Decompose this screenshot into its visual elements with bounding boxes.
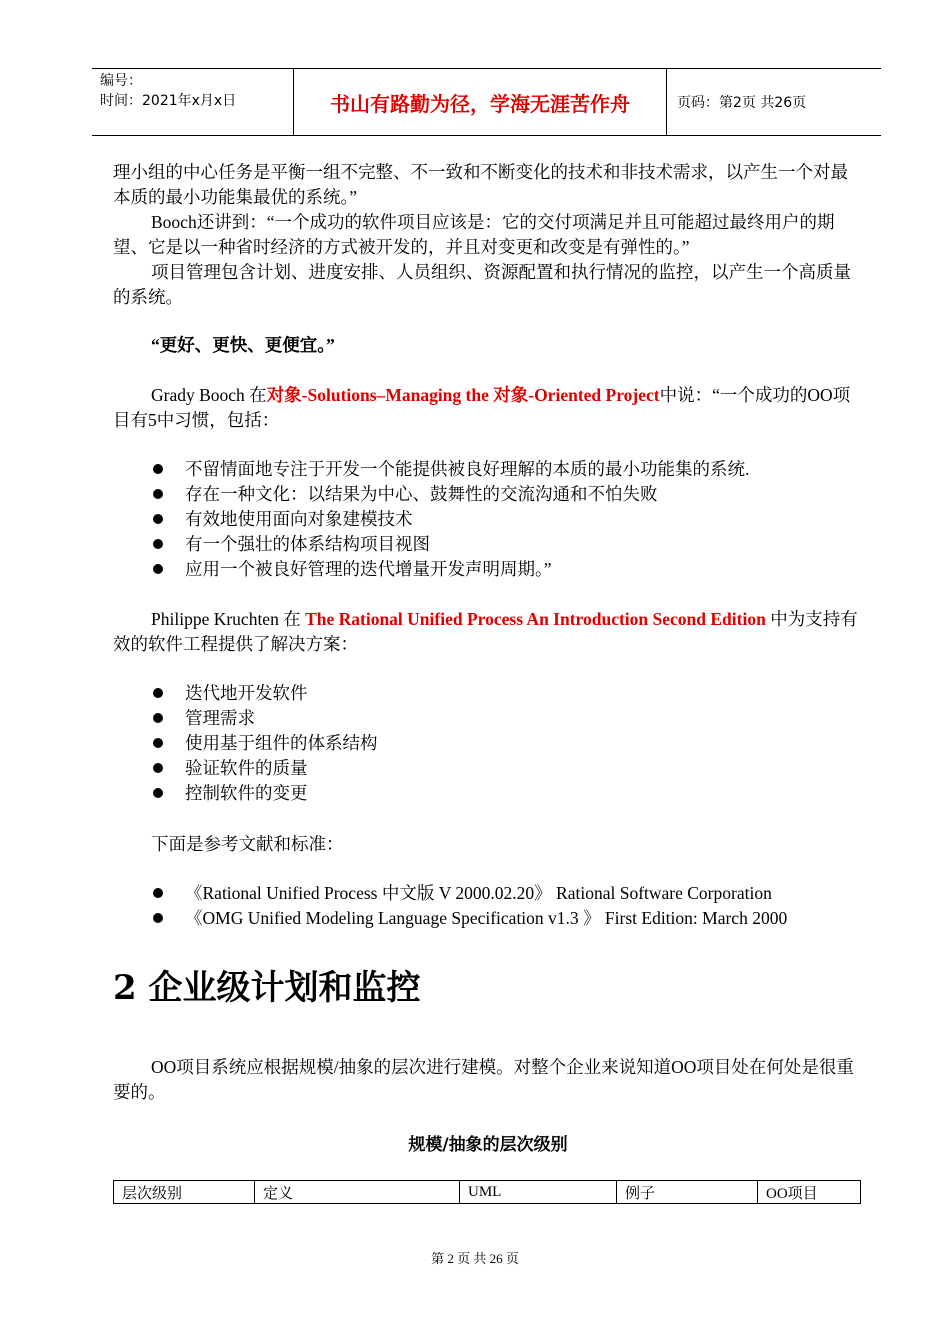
list-item: 不留情面地专注于开发一个能提供被良好理解的本质的最小功能集的系统.: [113, 457, 863, 482]
paragraph-5: [113, 607, 863, 657]
header-motto: 书山有路勤为径，学海无涯苦作舟: [294, 69, 667, 135]
page-footer: 第 2 页 共 26 页: [431, 1251, 519, 1266]
table-header-cell: 定义: [255, 1181, 460, 1204]
paragraph-6: 下面是参考文献和标准：: [151, 834, 344, 854]
kruchten-block: [113, 607, 863, 657]
section-heading: 2 企业级计划和监控: [113, 968, 421, 1008]
list-item: 管理需求: [113, 706, 863, 731]
solutions-list: [113, 681, 863, 806]
list-item: 使用基于组件的体系结构: [113, 731, 863, 756]
list-item: 控制软件的变更: [113, 781, 863, 806]
paragraph-1: 理小组的中心任务是平衡一组不完整、不一致和不断变化的技术和非技术需求，以产生一个对最本质的最小功能集最优的系统。”: [113, 162, 848, 207]
paragraph-3: 项目管理包含计划、进度安排、人员组织、资源配置和执行情况的监控，以产生一个高质量的系统。: [113, 262, 851, 307]
paragraph-4-tail: 中说：“一个成功的OO项目有5中习惯，包括：: [113, 385, 851, 430]
list-item: 验证软件的质量: [113, 756, 863, 781]
habits-block: [113, 457, 863, 582]
list-item: 《OMG Unified Modeling Language Specification v1.3 》 First Edition: March 2000: [113, 906, 863, 931]
header-page-label: 页码：第2页 共26页: [677, 95, 807, 111]
book-title-booch: 对象-Solutions–Managing the 对象-Oriented Project: [266, 385, 660, 405]
table-header-cell: 例子: [617, 1181, 758, 1204]
booch-block: [113, 383, 863, 433]
list-item: 应用一个被良好管理的迭代增量开发声明周期。”: [113, 557, 863, 582]
paragraph-5-lead: Philippe Kruchten 在: [151, 609, 306, 629]
references-intro: [113, 832, 863, 857]
list-item: 存在一种文化：以结果为中心、鼓舞性的交流沟通和不怕失败: [113, 482, 863, 507]
paragraph-4-lead: Grady Booch 在: [151, 385, 267, 405]
levels-table: [113, 1180, 861, 1204]
list-item: 《Rational Unified Process 中文版 V 2000.02.20》 Rational Software Corporation: [113, 881, 863, 906]
section-intro: [113, 1055, 863, 1105]
habits-list: [113, 457, 863, 582]
list-item: 迭代地开发软件: [113, 681, 863, 706]
paragraph-7: OO项目系统应根据规模/抽象的层次进行建模。对整个企业来说知道OO项目处在何处是很重要的。: [113, 1057, 854, 1102]
paragraph-4: [113, 383, 863, 433]
header-meta: [92, 69, 294, 135]
references-block: [113, 881, 863, 931]
table-header-cell: UML: [460, 1181, 617, 1204]
table-header-row: [114, 1181, 861, 1204]
slogan-block: [113, 333, 863, 358]
table-header-cell: 层次级别: [114, 1181, 255, 1204]
table-caption: 规模/抽象的层次级别: [408, 1135, 568, 1155]
slogan: “更好、更快、更便宜。”: [151, 335, 335, 355]
page-header: [92, 68, 881, 136]
book-title-rup: The Rational Unified Process An Introduction Second Edition: [305, 609, 766, 629]
number-label: 编号：: [100, 73, 142, 89]
solutions-block: [113, 681, 863, 806]
time-label: 时间：2021年x月x日: [100, 93, 237, 109]
references-list: [113, 881, 863, 931]
list-item: 有效地使用面向对象建模技术: [113, 507, 863, 532]
paragraph-5-tail: 中为支持有效的软件工程提供了解决方案：: [113, 609, 858, 654]
list-item: 有一个强壮的体系结构项目视图: [113, 532, 863, 557]
paragraph-2: Booch还讲到：“一个成功的软件项目应该是：它的交付项满足并且可能超过最终用户的期望、它是以一种省时经济的方式被开发的，并且对变更和改变是有弹性的。”: [113, 212, 835, 257]
table-header-cell: OO项目: [758, 1181, 861, 1204]
intro-block: [113, 160, 863, 310]
